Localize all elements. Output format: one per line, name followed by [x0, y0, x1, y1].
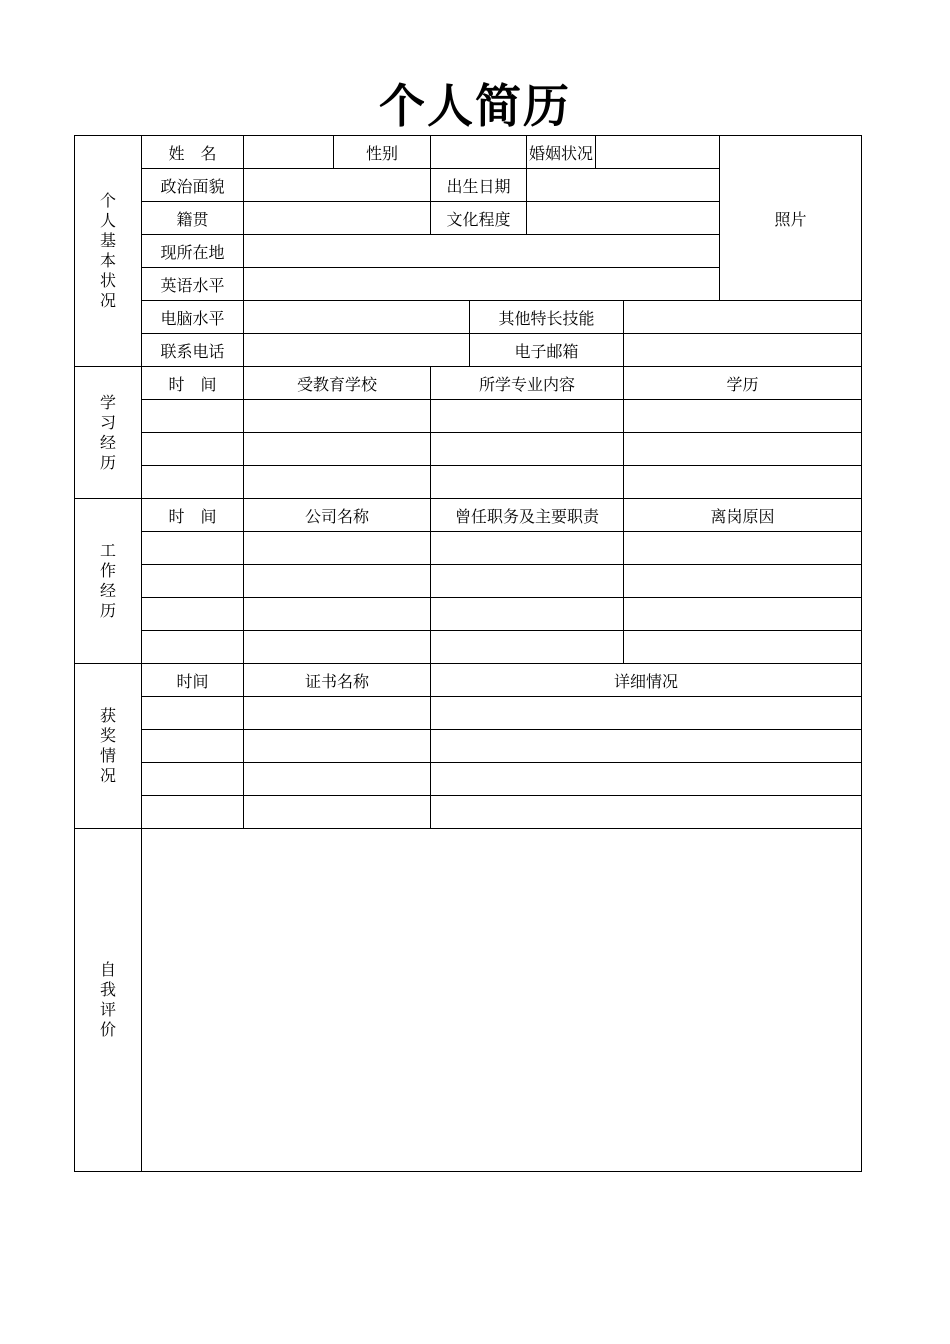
work-header-time: 时 间 [142, 499, 244, 532]
basic-row-6 [75, 301, 862, 334]
awards-header-row [75, 664, 862, 697]
marital-value[interactable] [596, 136, 720, 169]
awards-row [75, 730, 862, 763]
birth-value[interactable] [527, 169, 720, 202]
gender-value[interactable] [431, 136, 527, 169]
section-basic: 个人基本状况 [75, 136, 142, 367]
study-header-degree: 学历 [624, 367, 862, 400]
work-row [75, 565, 862, 598]
english-value[interactable] [244, 268, 720, 301]
education-label: 文化程度 [431, 202, 527, 235]
self-eval-value[interactable] [142, 829, 862, 1172]
study-row [75, 433, 862, 466]
email-label: 电子邮箱 [470, 334, 624, 367]
work-header-row [75, 499, 862, 532]
study-header-major: 所学专业内容 [431, 367, 624, 400]
location-value[interactable] [244, 235, 720, 268]
gender-label: 性别 [334, 136, 431, 169]
awards-header-certificate: 证书名称 [244, 664, 431, 697]
awards-row [75, 796, 862, 829]
education-value[interactable] [527, 202, 720, 235]
computer-label: 电脑水平 [142, 301, 244, 334]
english-label: 英语水平 [142, 268, 244, 301]
section-awards: 获奖情况 [75, 664, 142, 829]
native-label: 籍贯 [142, 202, 244, 235]
work-header-reason: 离岗原因 [624, 499, 862, 532]
email-value[interactable] [624, 334, 862, 367]
study-header-school: 受教育学校 [244, 367, 431, 400]
page-title: 个人简历 [379, 79, 571, 133]
skills-value[interactable] [624, 301, 862, 334]
marital-label: 婚姻状况 [527, 136, 596, 169]
work-header-company: 公司名称 [244, 499, 431, 532]
photo-box[interactable]: 照片 [720, 136, 862, 301]
section-self-eval: 自我评价 [75, 829, 142, 1172]
self-eval-row [75, 829, 862, 1172]
work-row [75, 598, 862, 631]
awards-row [75, 763, 862, 796]
resume-table [74, 135, 862, 1172]
study-header-row [75, 367, 862, 400]
basic-row-7 [75, 334, 862, 367]
basic-row-1 [75, 136, 862, 169]
name-value[interactable] [244, 136, 334, 169]
name-label: 姓 名 [142, 136, 244, 169]
political-value[interactable] [244, 169, 431, 202]
native-value[interactable] [244, 202, 431, 235]
birth-label: 出生日期 [431, 169, 527, 202]
section-work: 工作经历 [75, 499, 142, 664]
study-row [75, 466, 862, 499]
awards-header-time: 时间 [142, 664, 244, 697]
computer-value[interactable] [244, 301, 470, 334]
study-row [75, 400, 862, 433]
political-label: 政治面貌 [142, 169, 244, 202]
section-study: 学习经历 [75, 367, 142, 499]
location-label: 现所在地 [142, 235, 244, 268]
skills-label: 其他特长技能 [470, 301, 624, 334]
phone-label: 联系电话 [142, 334, 244, 367]
study-header-time: 时 间 [142, 367, 244, 400]
awards-header-details: 详细情况 [431, 664, 862, 697]
awards-row [75, 697, 862, 730]
phone-value[interactable] [244, 334, 470, 367]
work-row [75, 532, 862, 565]
work-row [75, 631, 862, 664]
work-header-duties: 曾任职务及主要职责 [431, 499, 624, 532]
